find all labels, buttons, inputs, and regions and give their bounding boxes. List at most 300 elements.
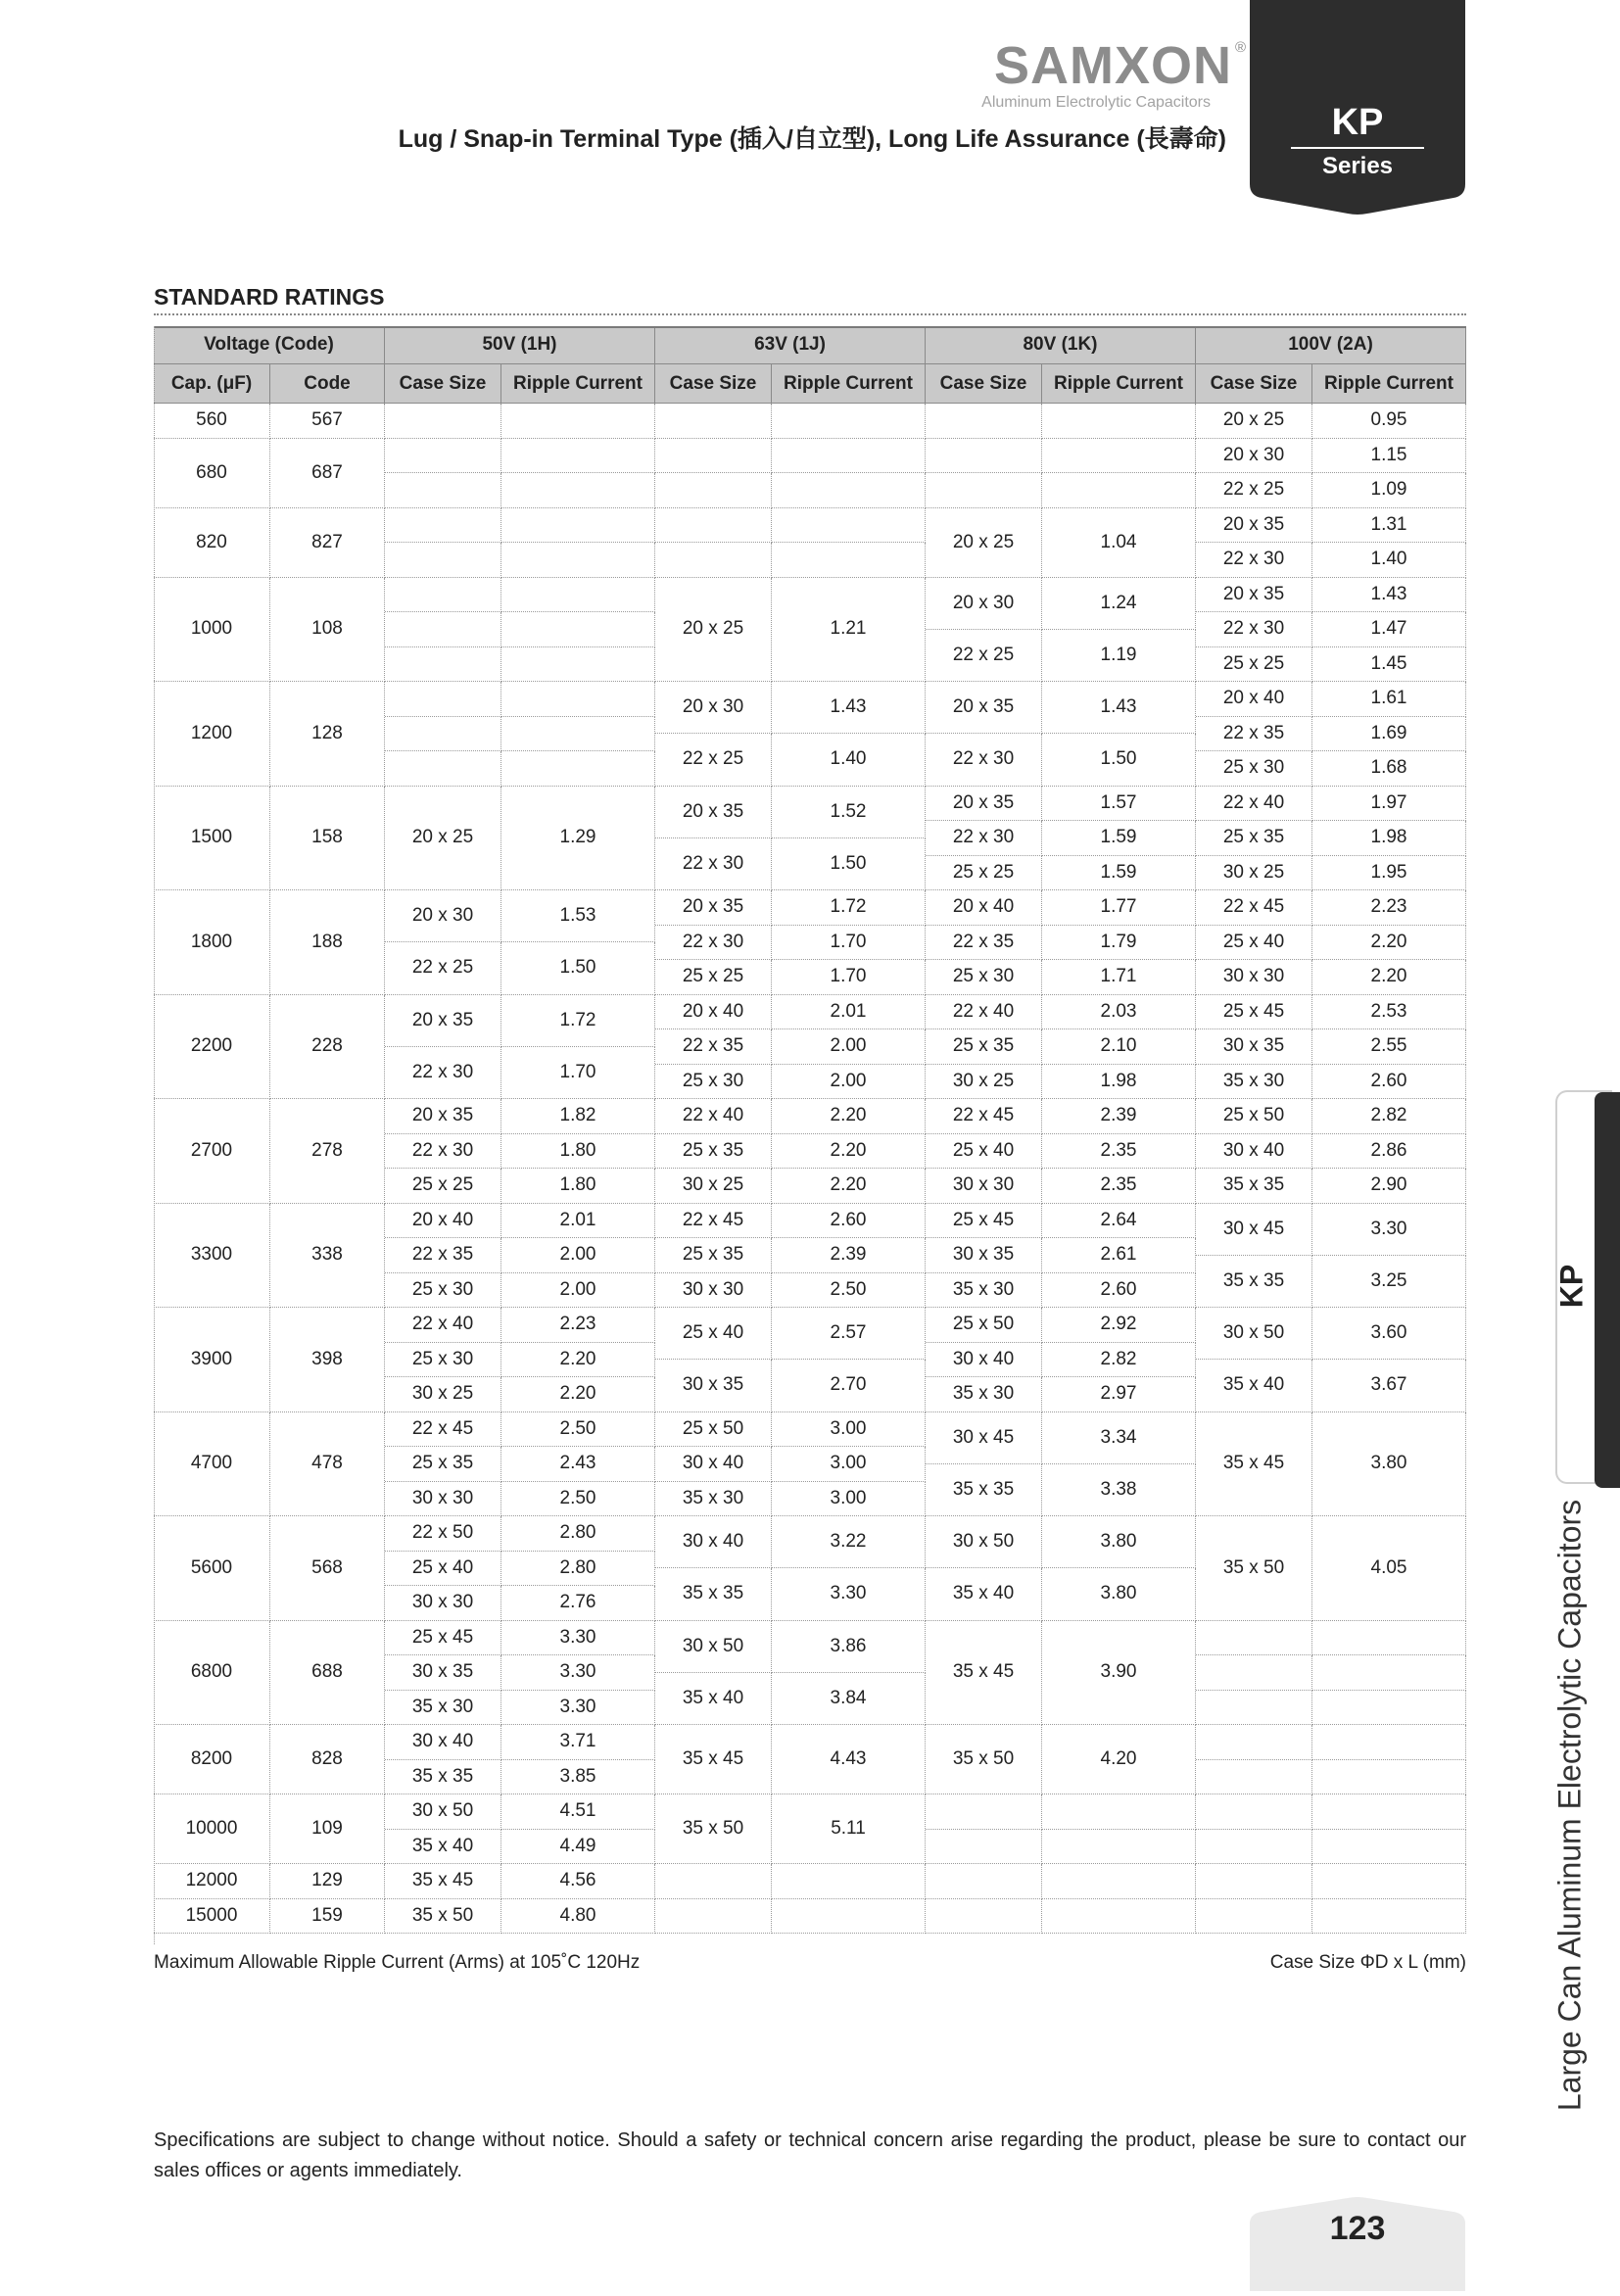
ripple-current-cell: 2.00 (501, 1238, 655, 1273)
ripple-current-cell: 1.50 (1042, 734, 1196, 786)
case-size-cell: 25 x 30 (1196, 751, 1312, 787)
empty-cell (1196, 1655, 1312, 1691)
ripple-current-cell: 1.98 (1312, 821, 1466, 856)
ripple-current-cell: 2.90 (1312, 1169, 1466, 1204)
case-size-cell: 30 x 45 (1196, 1204, 1312, 1256)
case-size-cell: 30 x 50 (385, 1794, 501, 1830)
ripple-current-cell: 3.22 (772, 1516, 926, 1568)
capacitance-cell: 15000 (154, 1899, 270, 1935)
case-size-cell: 22 x 30 (926, 734, 1042, 786)
empty-cell (772, 439, 926, 474)
ripple-current-cell: 2.00 (772, 1029, 926, 1065)
case-size-cell: 35 x 30 (926, 1273, 1042, 1309)
case-size-cell: 30 x 25 (926, 1065, 1042, 1100)
header-voltage-group: 80V (1K) (926, 326, 1196, 364)
ripple-current-cell: 2.20 (501, 1377, 655, 1412)
case-size-cell: 30 x 50 (655, 1621, 772, 1673)
ripple-current-cell: 3.71 (501, 1725, 655, 1760)
case-size-cell: 22 x 30 (926, 821, 1042, 856)
ripple-current-cell: 1.72 (772, 890, 926, 926)
ripple-current-cell: 3.30 (501, 1621, 655, 1656)
table-left-border (154, 326, 155, 1944)
ripple-current-cell: 4.51 (501, 1794, 655, 1830)
case-size-cell: 35 x 30 (385, 1691, 501, 1726)
ripple-current-cell: 0.95 (1312, 404, 1466, 439)
case-size-cell: 25 x 40 (926, 1134, 1042, 1170)
ripple-current-cell: 3.60 (1312, 1308, 1466, 1360)
ripple-current-cell: 4.43 (772, 1725, 926, 1794)
ripple-current-cell: 1.77 (1042, 890, 1196, 926)
capacitance-cell: 1800 (154, 890, 270, 995)
case-size-cell: 20 x 30 (385, 890, 501, 942)
case-size-cell: 35 x 45 (1196, 1412, 1312, 1517)
empty-cell (1196, 1691, 1312, 1726)
header-column-label: Case Size (926, 364, 1042, 404)
case-size-cell: 30 x 40 (1196, 1134, 1312, 1170)
case-size-cell: 25 x 35 (1196, 821, 1312, 856)
ripple-current-cell: 3.80 (1042, 1516, 1196, 1568)
case-size-cell: 22 x 40 (926, 995, 1042, 1030)
empty-cell (1042, 1899, 1196, 1935)
case-size-cell: 30 x 25 (655, 1169, 772, 1204)
ripple-current-cell: 1.19 (1042, 630, 1196, 682)
series-tab (1250, 0, 1465, 215)
empty-cell (1196, 1621, 1312, 1656)
header-column-label: Ripple Current (501, 364, 655, 404)
case-size-cell: 20 x 40 (926, 890, 1042, 926)
empty-cell (926, 1864, 1042, 1899)
ripple-current-cell: 3.80 (1312, 1412, 1466, 1517)
case-size-cell: 22 x 25 (926, 630, 1042, 682)
ripple-current-cell: 1.79 (1042, 926, 1196, 961)
case-size-cell: 35 x 35 (385, 1760, 501, 1795)
ripple-current-cell: 4.05 (1312, 1516, 1466, 1621)
header-column-label: Ripple Current (1312, 364, 1466, 404)
empty-cell (1196, 1725, 1312, 1760)
empty-cell (772, 404, 926, 439)
brand-logo (976, 33, 1246, 98)
capacitance-cell: 5600 (154, 1516, 270, 1621)
case-size-cell: 25 x 30 (385, 1273, 501, 1309)
ripple-current-cell: 2.55 (1312, 1029, 1466, 1065)
case-size-cell: 35 x 35 (1196, 1256, 1312, 1308)
case-size-cell: 22 x 25 (655, 734, 772, 786)
capacitance-cell: 1000 (154, 578, 270, 683)
capacitance-code-cell: 129 (270, 1864, 385, 1899)
ripple-current-cell: 2.80 (501, 1516, 655, 1552)
case-size-cell: 25 x 45 (926, 1204, 1042, 1239)
empty-cell (501, 751, 655, 787)
case-size-cell: 20 x 30 (926, 578, 1042, 630)
capacitance-code-cell: 278 (270, 1099, 385, 1204)
case-size-cell: 30 x 40 (655, 1516, 772, 1568)
ripple-current-cell: 2.82 (1042, 1343, 1196, 1378)
case-size-cell: 25 x 35 (926, 1029, 1042, 1065)
empty-cell (772, 508, 926, 544)
ripple-current-cell: 2.61 (1042, 1238, 1196, 1273)
empty-cell (1042, 1830, 1196, 1865)
case-size-cell: 22 x 40 (1196, 787, 1312, 822)
case-size-cell: 22 x 35 (655, 1029, 772, 1065)
header-column-label: Ripple Current (772, 364, 926, 404)
ripple-current-cell: 2.60 (1042, 1273, 1196, 1309)
case-size-cell: 30 x 50 (926, 1516, 1042, 1568)
capacitance-code-cell: 567 (270, 404, 385, 439)
empty-cell (1196, 1864, 1312, 1899)
ripple-current-cell: 1.31 (1312, 508, 1466, 544)
case-size-cell: 25 x 45 (385, 1621, 501, 1656)
case-size-cell: 25 x 40 (385, 1552, 501, 1587)
ripple-current-cell: 1.53 (501, 890, 655, 942)
case-size-cell: 35 x 40 (1196, 1360, 1312, 1411)
case-size-cell: 25 x 40 (1196, 926, 1312, 961)
header-column-label: Case Size (385, 364, 501, 404)
case-size-cell: 25 x 30 (926, 960, 1042, 995)
capacitance-code-cell: 158 (270, 787, 385, 891)
series-code: KP (1331, 102, 1384, 143)
capacitance-code-cell: 828 (270, 1725, 385, 1794)
capacitance-code-cell: 128 (270, 682, 385, 787)
series-label: Series (1321, 153, 1394, 179)
case-size-cell: 20 x 35 (1196, 508, 1312, 544)
empty-cell (655, 1899, 772, 1935)
ripple-current-cell: 3.86 (772, 1621, 926, 1673)
ripple-current-cell: 1.24 (1042, 578, 1196, 630)
ripple-current-cell: 2.10 (1042, 1029, 1196, 1065)
ripple-current-cell: 3.30 (1312, 1204, 1466, 1256)
capacitance-cell: 6800 (154, 1621, 270, 1726)
empty-cell (1042, 473, 1196, 508)
case-size-cell: 20 x 30 (1196, 439, 1312, 474)
capacitance-cell: 3900 (154, 1308, 270, 1412)
case-size-cell: 25 x 30 (385, 1343, 501, 1378)
ripple-current-cell: 2.35 (1042, 1169, 1196, 1204)
case-size-cell: 25 x 35 (385, 1447, 501, 1482)
page-number-tab (1250, 2196, 1465, 2291)
case-size-cell: 30 x 30 (385, 1482, 501, 1517)
brand-tagline: Aluminum Electrolytic Capacitors (981, 94, 1211, 111)
ripple-current-cell: 1.43 (772, 682, 926, 734)
ripple-current-cell: 3.30 (772, 1568, 926, 1620)
empty-cell (501, 508, 655, 544)
case-size-cell: 22 x 30 (655, 926, 772, 961)
section-divider (154, 313, 1466, 315)
ripple-current-cell: 1.82 (501, 1099, 655, 1134)
ripple-current-cell: 4.80 (501, 1899, 655, 1935)
empty-cell (926, 404, 1042, 439)
empty-cell (655, 404, 772, 439)
capacitance-code-cell: 478 (270, 1412, 385, 1517)
ripple-current-cell: 4.20 (1042, 1725, 1196, 1794)
ripple-current-cell: 1.72 (501, 995, 655, 1047)
empty-cell (385, 473, 501, 508)
case-size-cell: 25 x 25 (1196, 647, 1312, 683)
ripple-current-cell: 4.56 (501, 1864, 655, 1899)
case-size-cell: 22 x 25 (385, 942, 501, 994)
empty-cell (501, 543, 655, 578)
case-size-cell: 35 x 30 (1196, 1065, 1312, 1100)
ripple-current-cell: 1.80 (501, 1134, 655, 1170)
case-size-cell: 22 x 25 (1196, 473, 1312, 508)
header-voltage-group: 63V (1J) (655, 326, 926, 364)
ripple-current-cell: 2.57 (772, 1308, 926, 1360)
ripple-current-cell: 1.68 (1312, 751, 1466, 787)
case-size-cell: 35 x 30 (655, 1482, 772, 1517)
case-size-cell: 25 x 50 (926, 1308, 1042, 1343)
footer-disclaimer: Specifications are subject to change without notice. Should a safety or technical concern arise regarding the product, please be sure to contact our sales offices or agents immediately. (154, 2129, 1466, 2181)
case-size-cell: 35 x 45 (385, 1864, 501, 1899)
capacitance-cell: 8200 (154, 1725, 270, 1794)
ripple-current-cell: 2.97 (1042, 1377, 1196, 1412)
case-size-cell: 25 x 45 (1196, 995, 1312, 1030)
empty-cell (385, 439, 501, 474)
case-size-cell: 30 x 40 (385, 1725, 501, 1760)
empty-cell (1196, 1794, 1312, 1830)
case-size-cell: 22 x 40 (385, 1308, 501, 1343)
empty-cell (385, 543, 501, 578)
ripple-current-cell: 1.21 (772, 578, 926, 683)
ripple-current-cell: 2.23 (1312, 890, 1466, 926)
case-size-cell: 30 x 30 (385, 1586, 501, 1621)
case-size-cell: 20 x 35 (385, 1099, 501, 1134)
empty-cell (1312, 1864, 1466, 1899)
ripple-current-cell: 1.70 (772, 960, 926, 995)
ripple-current-cell: 3.38 (1042, 1464, 1196, 1516)
empty-cell (501, 578, 655, 613)
empty-cell (1312, 1725, 1466, 1760)
empty-cell (926, 1830, 1042, 1865)
ripple-current-cell: 1.95 (1312, 856, 1466, 891)
ripple-current-cell: 1.29 (501, 787, 655, 891)
case-size-cell: 22 x 30 (385, 1047, 501, 1099)
case-size-cell: 25 x 25 (385, 1169, 501, 1204)
ripple-current-cell: 1.45 (1312, 647, 1466, 683)
capacitance-code-cell: 568 (270, 1516, 385, 1621)
capacitance-code-cell: 338 (270, 1204, 385, 1309)
ripple-current-cell: 3.30 (501, 1691, 655, 1726)
empty-cell (772, 543, 926, 578)
case-size-cell: 22 x 30 (385, 1134, 501, 1170)
case-size-cell: 30 x 35 (926, 1238, 1042, 1273)
empty-cell (1042, 404, 1196, 439)
ripple-current-cell: 1.70 (772, 926, 926, 961)
capacitance-code-cell: 188 (270, 890, 385, 995)
capacitance-code-cell: 688 (270, 1621, 385, 1726)
ripple-current-cell: 2.60 (1312, 1065, 1466, 1100)
ripple-current-cell: 2.70 (772, 1360, 926, 1411)
header-column-label: Case Size (1196, 364, 1312, 404)
case-size-cell: 22 x 40 (655, 1099, 772, 1134)
ripple-current-cell: 2.86 (1312, 1134, 1466, 1170)
ripple-current-cell: 1.43 (1042, 682, 1196, 734)
ripple-current-cell: 2.53 (1312, 995, 1466, 1030)
empty-cell (926, 1794, 1042, 1830)
ripple-current-cell: 2.82 (1312, 1099, 1466, 1134)
ripple-current-cell: 1.70 (501, 1047, 655, 1099)
ripple-current-cell: 3.90 (1042, 1621, 1196, 1726)
case-size-cell: 20 x 35 (1196, 578, 1312, 613)
empty-cell (1312, 1794, 1466, 1830)
ripple-current-cell: 2.92 (1042, 1308, 1196, 1343)
capacitance-cell: 4700 (154, 1412, 270, 1517)
capacitance-cell: 12000 (154, 1864, 270, 1899)
ripple-current-cell: 1.40 (1312, 543, 1466, 578)
ripple-current-cell: 1.69 (1312, 717, 1466, 752)
case-size-cell: 30 x 50 (1196, 1308, 1312, 1360)
case-size-cell: 20 x 40 (655, 995, 772, 1030)
ripple-current-cell: 1.52 (772, 787, 926, 838)
series-divider (1291, 147, 1424, 149)
capacitance-code-cell: 398 (270, 1308, 385, 1412)
case-size-cell: 35 x 40 (655, 1673, 772, 1725)
case-size-note: Case Size ΦD x L (mm) (1269, 1952, 1466, 1973)
ripple-current-cell: 5.11 (772, 1794, 926, 1864)
ripple-current-cell: 1.59 (1042, 821, 1196, 856)
case-size-cell: 22 x 35 (926, 926, 1042, 961)
empty-cell (385, 717, 501, 752)
empty-cell (1312, 1621, 1466, 1656)
ripple-current-cell: 1.50 (501, 942, 655, 994)
ripple-current-cell: 1.98 (1042, 1065, 1196, 1100)
empty-cell (655, 508, 772, 544)
capacitance-cell: 680 (154, 439, 270, 508)
ripple-current-cell: 2.50 (501, 1412, 655, 1448)
empty-cell (385, 578, 501, 613)
case-size-cell: 20 x 25 (926, 508, 1042, 578)
header-voltage-code: Voltage (Code) (154, 326, 385, 364)
ripple-current-cell: 1.80 (501, 1169, 655, 1204)
empty-cell (1312, 1899, 1466, 1935)
ripple-current-cell: 1.40 (772, 734, 926, 786)
ripple-current-cell: 2.60 (772, 1204, 926, 1239)
case-size-cell: 25 x 25 (655, 960, 772, 995)
empty-cell (655, 1864, 772, 1899)
ripple-current-cell: 3.85 (501, 1760, 655, 1795)
empty-cell (655, 473, 772, 508)
empty-cell (385, 612, 501, 647)
case-size-cell: 25 x 30 (655, 1065, 772, 1100)
empty-cell (385, 508, 501, 544)
case-size-cell: 22 x 45 (1196, 890, 1312, 926)
case-size-cell: 35 x 50 (655, 1794, 772, 1864)
ripple-current-cell: 1.15 (1312, 439, 1466, 474)
case-size-cell: 30 x 30 (1196, 960, 1312, 995)
capacitance-cell: 560 (154, 404, 270, 439)
case-size-cell: 20 x 40 (1196, 682, 1312, 717)
page-number: 123 (1329, 2210, 1386, 2247)
empty-cell (1312, 1760, 1466, 1795)
ripple-current-cell: 2.20 (1312, 926, 1466, 961)
capacitance-code-cell: 228 (270, 995, 385, 1100)
case-size-cell: 25 x 50 (1196, 1099, 1312, 1134)
table-top-border (154, 326, 1466, 328)
capacitance-code-cell: 109 (270, 1794, 385, 1864)
case-size-cell: 22 x 35 (385, 1238, 501, 1273)
ripple-current-cell: 1.71 (1042, 960, 1196, 995)
empty-cell (385, 647, 501, 683)
ripple-note: Maximum Allowable Ripple Current (Arms) at 105˚C 120Hz (154, 1952, 641, 1973)
case-size-cell: 22 x 30 (1196, 543, 1312, 578)
ripple-current-cell: 2.80 (501, 1552, 655, 1587)
ripple-current-cell: 3.00 (772, 1447, 926, 1482)
case-size-cell: 30 x 25 (1196, 856, 1312, 891)
ripple-current-cell: 2.50 (772, 1273, 926, 1309)
ripple-current-cell: 2.01 (772, 995, 926, 1030)
capacitance-cell: 10000 (154, 1794, 270, 1864)
case-size-cell: 22 x 30 (1196, 612, 1312, 647)
case-size-cell: 25 x 35 (655, 1134, 772, 1170)
ripple-current-cell: 2.50 (501, 1482, 655, 1517)
case-size-cell: 20 x 35 (926, 682, 1042, 734)
case-size-cell: 30 x 35 (1196, 1029, 1312, 1065)
case-size-cell: 20 x 25 (1196, 404, 1312, 439)
case-size-cell: 25 x 40 (655, 1308, 772, 1360)
case-size-cell: 22 x 35 (1196, 717, 1312, 752)
ripple-current-cell: 3.00 (772, 1412, 926, 1448)
empty-cell (1042, 1864, 1196, 1899)
empty-cell (655, 543, 772, 578)
case-size-cell: 35 x 50 (385, 1899, 501, 1935)
empty-cell (1312, 1830, 1466, 1865)
empty-cell (501, 612, 655, 647)
case-size-cell: 35 x 30 (926, 1377, 1042, 1412)
empty-cell (501, 473, 655, 508)
ripple-current-cell: 2.00 (772, 1065, 926, 1100)
header-column-label: Cap. (μF) (154, 364, 270, 404)
case-size-cell: 35 x 35 (1196, 1169, 1312, 1204)
empty-cell (772, 1899, 926, 1935)
case-size-cell: 35 x 35 (655, 1568, 772, 1620)
case-size-cell: 22 x 45 (926, 1099, 1042, 1134)
case-size-cell: 22 x 45 (655, 1204, 772, 1239)
empty-cell (926, 1899, 1042, 1935)
ripple-current-cell: 2.39 (772, 1238, 926, 1273)
ripple-current-cell: 2.20 (1312, 960, 1466, 995)
ripple-current-cell: 2.64 (1042, 1204, 1196, 1239)
registered-mark: ® (1234, 39, 1246, 56)
empty-cell (385, 682, 501, 717)
ripple-current-cell: 2.35 (1042, 1134, 1196, 1170)
empty-cell (1312, 1655, 1466, 1691)
case-size-cell: 30 x 25 (385, 1377, 501, 1412)
case-size-cell: 35 x 45 (655, 1725, 772, 1794)
case-size-cell: 25 x 25 (926, 856, 1042, 891)
header-column-label: Code (270, 364, 385, 404)
case-size-cell: 30 x 30 (926, 1169, 1042, 1204)
header-voltage-group: 100V (2A) (1196, 326, 1466, 364)
ripple-current-cell: 2.03 (1042, 995, 1196, 1030)
brand-name: SAMXON (993, 36, 1232, 95)
case-size-cell: 20 x 35 (926, 787, 1042, 822)
empty-cell (1196, 1760, 1312, 1795)
side-series-code: KP (1553, 1264, 1590, 1309)
empty-cell (501, 682, 655, 717)
case-size-cell: 30 x 35 (385, 1655, 501, 1691)
capacitance-code-cell: 687 (270, 439, 385, 508)
case-size-cell: 22 x 30 (655, 838, 772, 890)
ripple-current-cell: 1.04 (1042, 508, 1196, 578)
ripple-current-cell: 1.59 (1042, 856, 1196, 891)
empty-cell (501, 439, 655, 474)
case-size-cell: 22 x 50 (385, 1516, 501, 1552)
case-size-cell: 35 x 50 (1196, 1516, 1312, 1621)
ripple-current-cell: 2.39 (1042, 1099, 1196, 1134)
case-size-cell: 22 x 45 (385, 1412, 501, 1448)
ripple-current-cell: 4.49 (501, 1830, 655, 1865)
case-size-cell: 20 x 35 (655, 890, 772, 926)
capacitance-code-cell: 108 (270, 578, 385, 683)
capacitance-cell: 1200 (154, 682, 270, 787)
